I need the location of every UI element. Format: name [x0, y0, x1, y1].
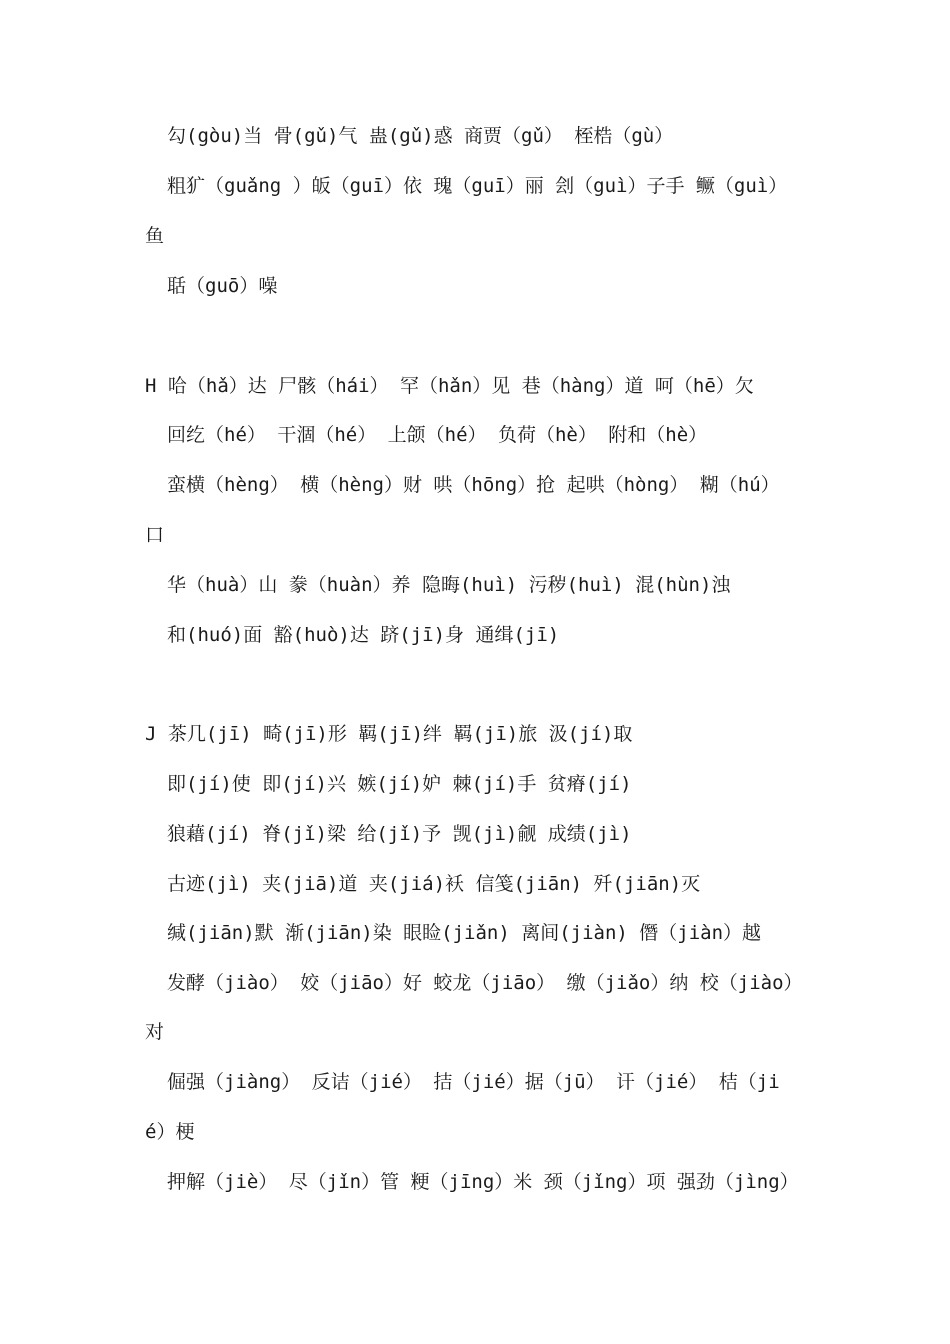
text-line: 押解（jiè） 尽（jǐn）管 粳（jīng）米 颈（jǐng）项 强劲（jìng） [167, 1171, 799, 1193]
text-line: 华（huà）山 豢（huàn）养 隐晦(huì) 污秽(huì) 混(hùn)浊 [167, 574, 731, 596]
text-line: 勾(gòu)当 骨(gǔ)气 蛊(gǔ)惑 商贾（gǔ） 桎梏（gù） [167, 125, 674, 147]
text-line: 发酵（jiào） 姣（jiāo）好 蛟龙（jiāo） 缴（jiǎo）纳 校（jiào） [167, 972, 803, 994]
text-line: 古迹(jì) 夹(jiā)道 夹(jiá)袄 信笺(jiān) 歼(jiān)灭 [167, 873, 701, 895]
text-line: H 哈（hǎ）达 尸骸（hái） 罕（hǎn）见 巷（hàng）道 呵（hē）欠 [145, 375, 754, 397]
text-line: 粗犷（guǎng ）皈（guī）依 瑰（guī）丽 刽（guì）子手 鳜（guì） [167, 175, 788, 197]
text-line: J 茶几(jī) 畸(jī)形 羁(jī)绊 羁(jī)旅 汲(jí)取 [145, 723, 633, 745]
text-line: 缄(jiān)默 渐(jiān)染 眼睑(jiǎn) 离间(jiàn) 僭（jiàn）越 [167, 922, 762, 944]
text-line: 鱼 [145, 225, 165, 247]
text-line: 对 [145, 1021, 165, 1043]
text-line: 蛮横（hèng） 横（hèng）财 哄（hōng）抢 起哄（hòng） 糊（hú） [167, 474, 780, 496]
text-line: 口 [145, 524, 165, 546]
text-line: 倔强（jiàng） 反诘（jié） 拮（jié）据（jū） 讦（jié） 桔（ji [167, 1071, 780, 1093]
text-line: é）梗 [145, 1121, 195, 1143]
text-line: 狼藉(jí) 脊(jǐ)梁 给(jǐ)予 觊(jì)觎 成绩(jì) [167, 823, 632, 845]
text-line: 即(jí)使 即(jí)兴 嫉(jí)妒 棘(jí)手 贫瘠(jí) [167, 773, 632, 795]
text-line: 回纥（hé） 干涸（hé） 上颌（hé） 负荷（hè） 附和（hè） [167, 424, 708, 446]
text-line: 和(huó)面 豁(huò)达 跻(jī)身 通缉(jī) [167, 624, 560, 646]
text-line: 聒（guō）噪 [167, 275, 278, 297]
